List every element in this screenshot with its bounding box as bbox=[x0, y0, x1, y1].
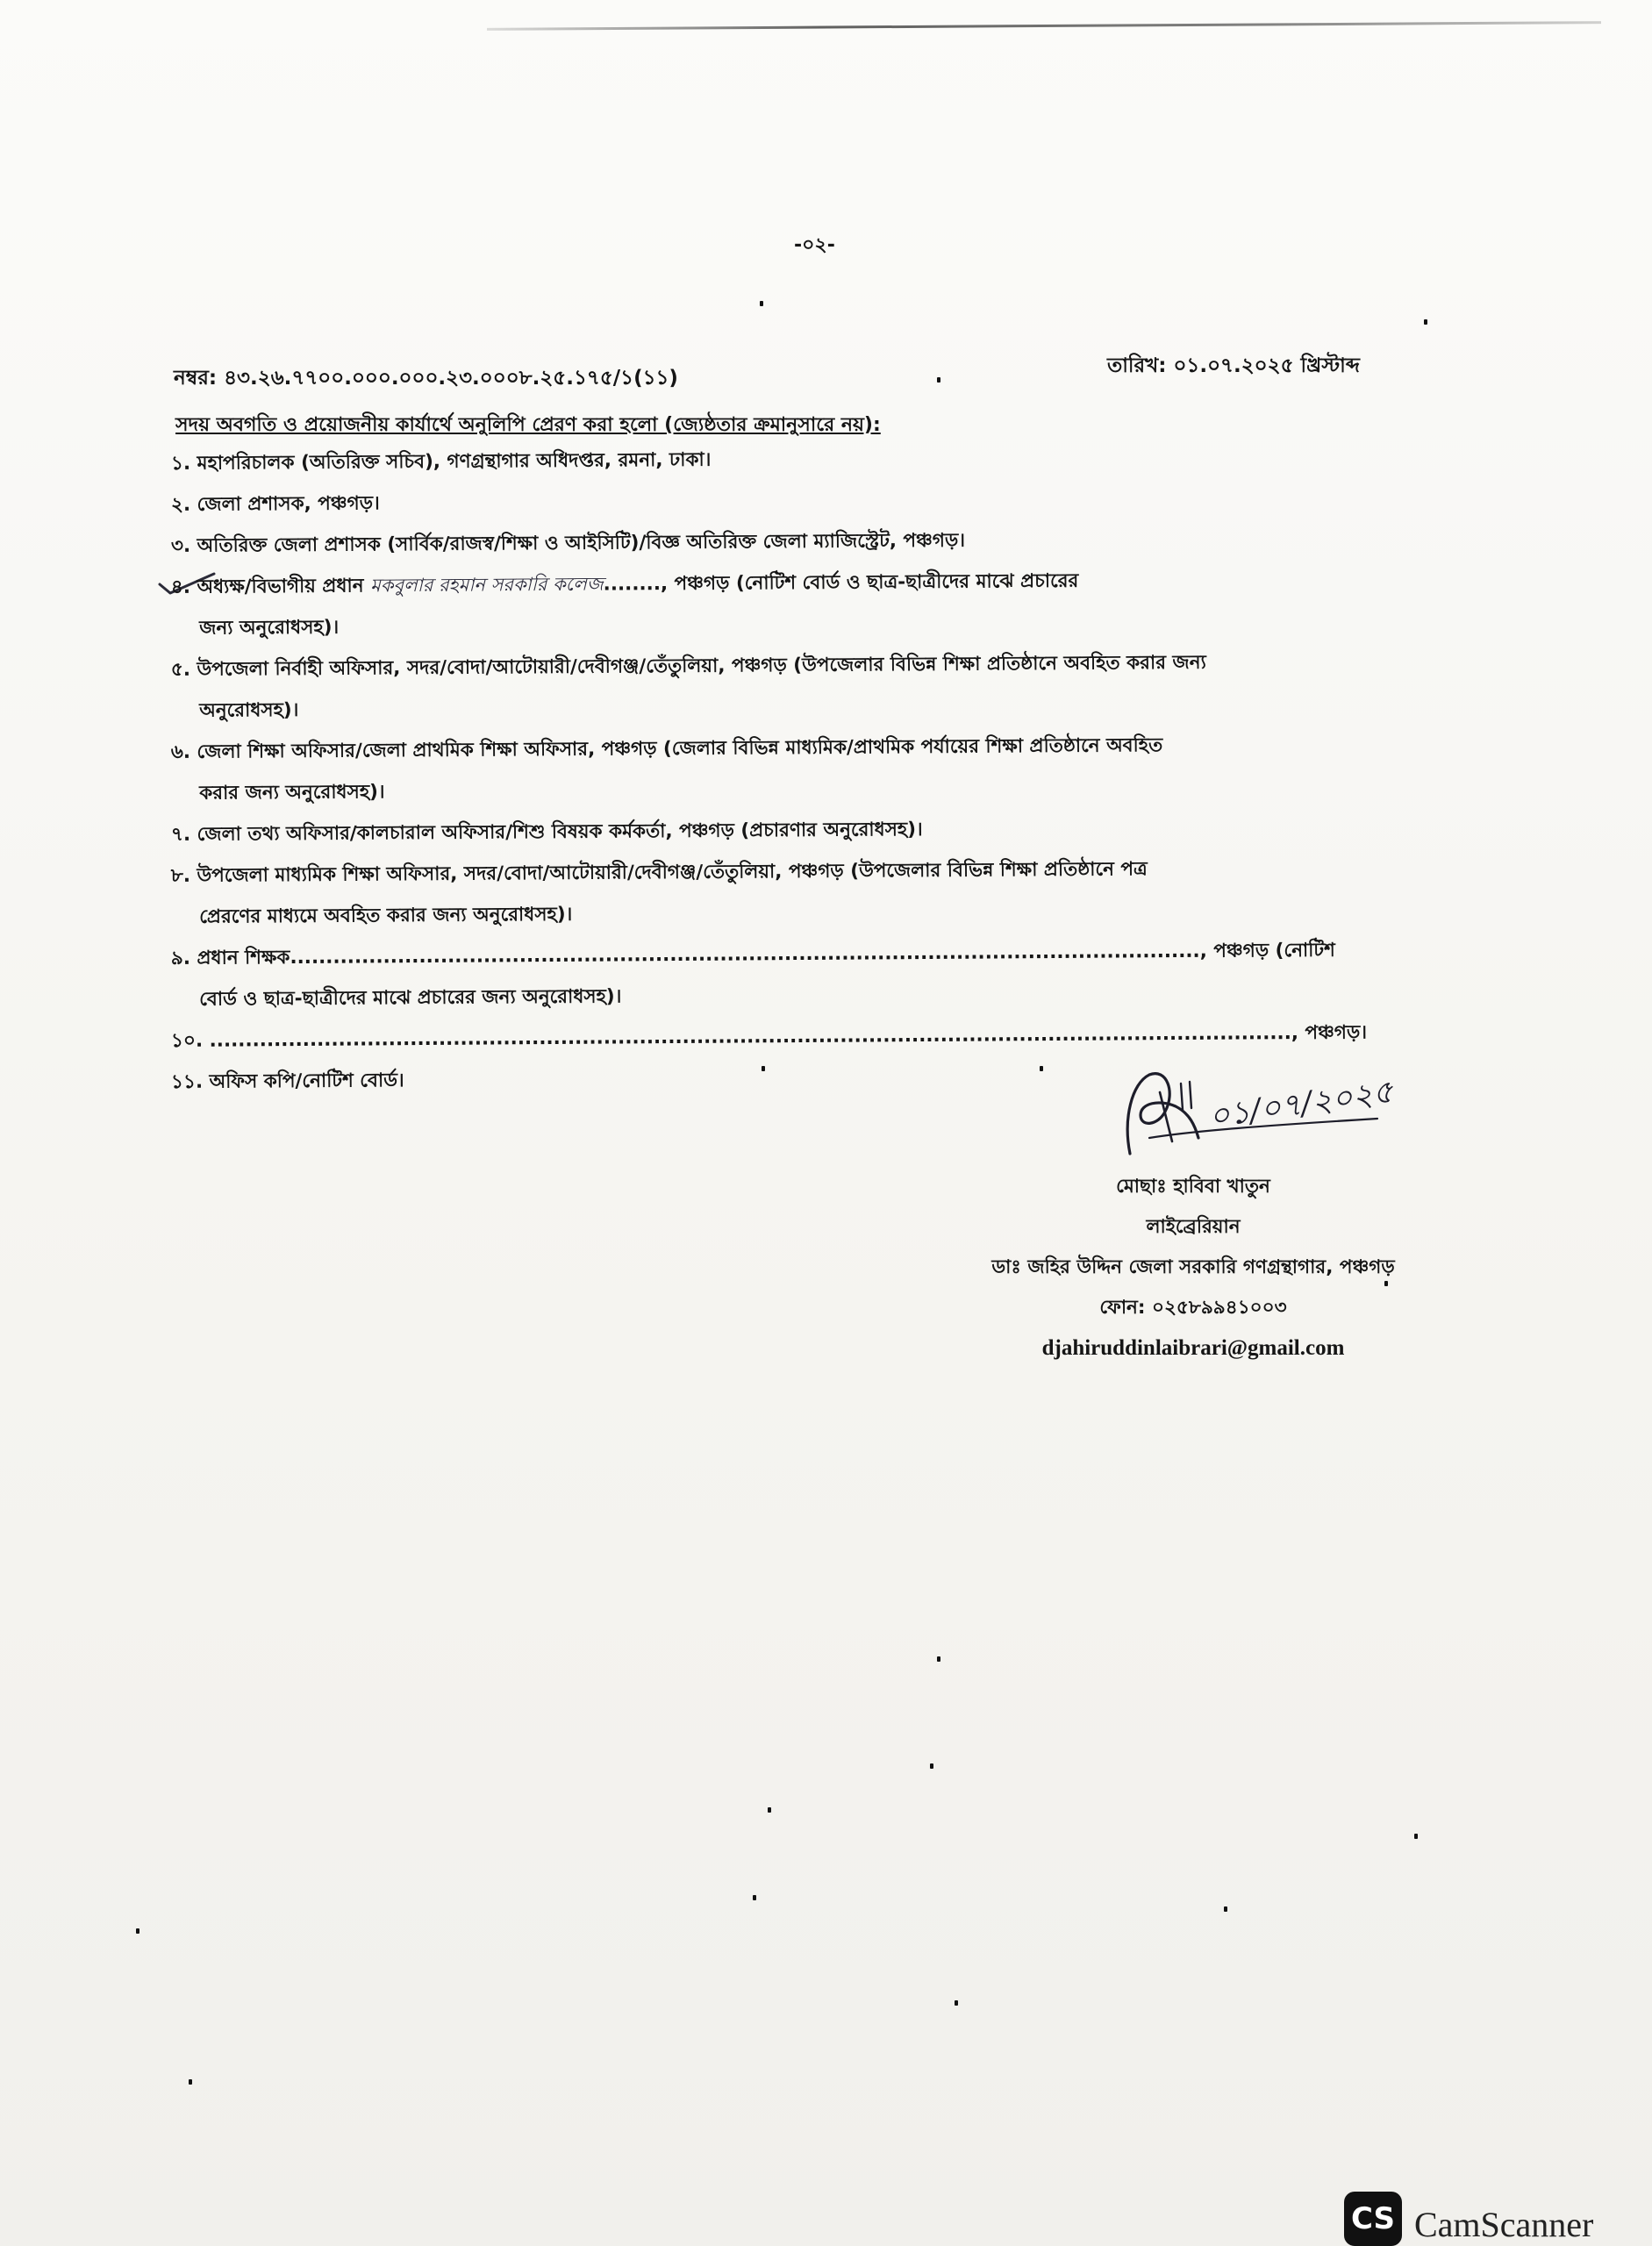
recipient-text: ৮. উপজেলা মাধ্যমিক শিক্ষা অফিসার, সদর/বোদা/আটোয়ারী/দেবীগঞ্জ/তেঁতুলিয়া, পঞ্চগড় (উপজেলার বিভিন্ন শিক্ষা প্রতিষ্ঠানে পত্র bbox=[170, 858, 1148, 888]
scan-speck bbox=[930, 1763, 933, 1769]
recipient-text: ৪. অধ্যক্ষ/বিভাগীয় প্রধান bbox=[170, 575, 364, 599]
list-item bbox=[171, 723, 1488, 814]
signatory-designation: লাইব্রেরিয়ান bbox=[1146, 1216, 1241, 1238]
recipient-text: ১০. ......................................................................................................................................................., পঞ্চগড়। bbox=[170, 1021, 1368, 1052]
recipient-text: ৯. প্রধান শিক্ষক..............................................................................................................................., পঞ্চগড় (নোটিশ bbox=[170, 939, 1335, 970]
signatory-name: মোছাঃ হাবিবা খাতুন bbox=[1116, 1176, 1270, 1198]
recipient-text-continuation: প্রেরণের মাধ্যমে অবহিত করার জন্য অনুরোধসহ)। bbox=[199, 903, 573, 928]
list-item bbox=[171, 640, 1488, 732]
signatory-office: ডাঃ জহির উদ্দিন জেলা সরকারি গণগ্রন্থাগার, পঞ্চগড় bbox=[991, 1256, 1395, 1278]
scan-speck bbox=[1414, 1834, 1418, 1839]
recipient-text: ১১. অফিস কপি/নোটিশ বোর্ড। bbox=[170, 1069, 404, 1093]
copy-list-heading: সদয় অবগতি ও প্রয়োজনীয় কার্যার্থে অনুলিপি প্রেরণ করা হলো (জ্যেষ্ঠতার ক্রমানুসারে নয়): bbox=[175, 414, 881, 436]
recipient-text: ২. জেলা প্রশাসক, পঞ্চগড়। bbox=[170, 492, 380, 516]
top-edge-rule bbox=[487, 21, 1601, 31]
recipient-text: ১. মহাপরিচালক (অতিরিক্ত সচিব), গণগ্রন্থাগার অধিদপ্তর, রমনা, ঢাকা। bbox=[170, 448, 712, 475]
scan-speck bbox=[937, 1656, 940, 1662]
recipient-text: ৫. উপজেলা নির্বাহী অফিসার, সদর/বোদা/আটোয়ারী/দেবীগঞ্জ/তেঁতুলিয়া, পঞ্চগড় (উপজেলার বিভিন্ন শিক্ষা প্রতিষ্ঠানে অবহিত করার জন্য bbox=[170, 651, 1206, 682]
scan-speck bbox=[937, 377, 940, 383]
signatory-phone: ফোন: ০২৫৮৯৯৪১০০৩ bbox=[1099, 1297, 1287, 1319]
scan-speck bbox=[136, 1928, 139, 1934]
scan-speck bbox=[189, 2079, 192, 2085]
recipient-text: ৬. জেলা শিক্ষা অফিসার/জেলা প্রাথমিক শিক্ষা অফিসার, পঞ্চগড় (জেলার বিভিন্ন মাধ্যমিক/প্রাথমিক পর্যায়ের শিক্ষা প্রতিষ্ঠানে অবহিত bbox=[170, 734, 1163, 764]
scan-speck bbox=[768, 1807, 771, 1813]
scan-speck bbox=[1224, 1906, 1227, 1912]
scan-speck bbox=[762, 1066, 765, 1071]
recipient-text-continuation: অনুরোধসহ)। bbox=[199, 698, 299, 722]
list-item bbox=[171, 847, 1488, 938]
list-item bbox=[171, 929, 1488, 1020]
recipient-text-continuation: বোর্ড ও ছাত্র-ছাত্রীদের মাঝে প্রচারের জন্য অনুরোধসহ)। bbox=[199, 985, 622, 1011]
recipient-text: ........, পঞ্চগড় (নোটিশ বোর্ড ও ছাত্র-ছাত্রীদের মাঝে প্রচারের bbox=[603, 569, 1079, 596]
scan-speck bbox=[1040, 1066, 1043, 1071]
camscanner-text: CamScanner bbox=[1414, 2205, 1594, 2244]
recipient-text: ৩. অতিরিক্ত জেলা প্রশাসক (সার্বিক/রাজস্ব/শিক্ষা ও আইসিটি)/বিজ্ঞ অতিরিক্ত জেলা ম্যাজিস্ট্রেট, পঞ্চগড়। bbox=[170, 529, 966, 557]
recipient-text-continuation: জন্য অনুরোধসহ)। bbox=[199, 616, 340, 640]
issue-date: তারিখ: ০১.০৭.২০২৫ খ্রিস্টাব্দ bbox=[1107, 354, 1360, 377]
list-item bbox=[171, 558, 1488, 649]
signatory-email: djahiruddinlaibrari@gmail.com bbox=[1041, 1336, 1345, 1360]
page-number: -০২- bbox=[794, 234, 835, 256]
recipient-text: ৭. জেলা তথ্য অফিসার/কালচারাল অফিসার/শিশু বিষয়ক কর্মকর্তা, পঞ্চগড় (প্রচারণার অনুরোধসহ)। bbox=[170, 819, 923, 846]
scan-speck bbox=[760, 301, 763, 306]
memo-number: নম্বর: ৪৩.২৬.৭৭০০.০০০.০০০.২৩.০০০৮.২৫.১৭৫/১(১১) bbox=[174, 367, 678, 390]
scan-speck bbox=[1424, 319, 1427, 325]
scan-speck bbox=[753, 1895, 756, 1900]
scan-speck bbox=[1384, 1281, 1388, 1286]
recipient-text-continuation: করার জন্য অনুরোধসহ)। bbox=[199, 781, 385, 805]
signature-date: ০১/০৭/২০২৫ bbox=[1206, 1073, 1396, 1135]
scan-speck bbox=[955, 2000, 958, 2006]
camscanner-watermark bbox=[1344, 2186, 1652, 2246]
handwritten-signature bbox=[1114, 1057, 1412, 1171]
copy-recipient-list bbox=[171, 443, 1487, 1103]
handwritten-institution-name: মকবুলার রহমান সরকারি কলেজ bbox=[369, 573, 604, 597]
camscanner-logo-icon: CS bbox=[1344, 2192, 1402, 2246]
signatory-block bbox=[912, 1167, 1474, 1369]
